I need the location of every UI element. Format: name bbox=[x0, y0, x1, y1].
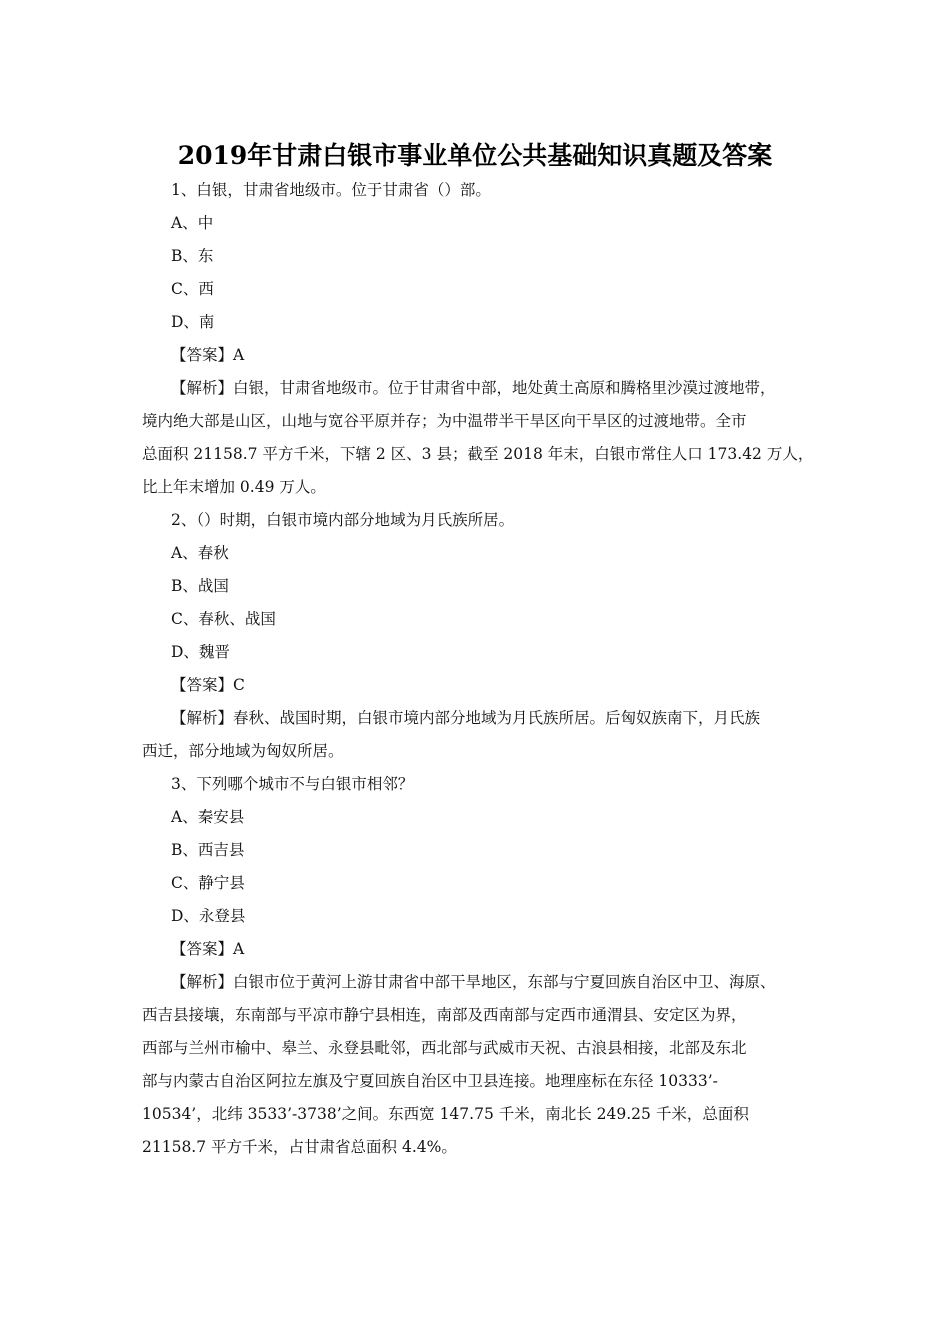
explanation-line: 西吉县接壤，东南部与平凉市静宁县相连，南部及西南部与定西市通渭县、安定区为界， bbox=[142, 1006, 747, 1024]
explanation-line bbox=[142, 372, 822, 405]
question-block-2 bbox=[142, 504, 822, 768]
answer-value: A bbox=[233, 940, 245, 958]
answer-line bbox=[142, 339, 822, 372]
explanation-line: 比上年末增加 0.49 万人。 bbox=[142, 478, 326, 496]
explanation-tag: 【解析】 bbox=[171, 379, 234, 397]
option-b: B、东 bbox=[171, 247, 214, 265]
question-block-1 bbox=[142, 174, 822, 504]
explanation-text: 白银，甘肃省地级市。位于甘肃省中部，地处黄土高原和腾格里沙漠过渡地带， bbox=[233, 379, 776, 397]
explanation-line: 10534’，北纬 3533’-3738’之间。东西宽 147.75 千米，南北长 249.25 千米，总面积 bbox=[142, 1105, 749, 1123]
explanation-line bbox=[142, 702, 822, 735]
answer-tag: 【答案】 bbox=[171, 346, 234, 364]
question-stem: 3、下列哪个城市不与白银市相邻？ bbox=[171, 775, 414, 793]
explanation-line: 境内绝大部是山区，山地与宽谷平原并存；为中温带半干旱区向干旱区的过渡地带。全市 bbox=[142, 412, 747, 430]
explanation-line: 西部与兰州市榆中、皋兰、永登县毗邻，西北部与武威市天祝、古浪县相接，北部及东北 bbox=[142, 1039, 747, 1057]
document-body bbox=[142, 174, 822, 1164]
answer-value: C bbox=[233, 676, 245, 694]
explanation-line: 总面积 21158.7 平方千米，下辖 2 区、3 县；截至 2018 年末，白银市常住人口 173.42 万人， bbox=[142, 445, 814, 463]
question-block-3 bbox=[142, 768, 822, 1164]
answer-line bbox=[142, 933, 822, 966]
question-stem: 2、（）时期，白银市境内部分地域为月氏族所居。 bbox=[171, 511, 515, 529]
option-c: C、静宁县 bbox=[171, 874, 245, 892]
answer-tag: 【答案】 bbox=[171, 940, 234, 958]
explanation-line: 部与内蒙古自治区阿拉左旗及宁夏回族自治区中卫县连接。地理座标在东径 10333’- bbox=[142, 1072, 718, 1090]
explanation-line: 西迁，部分地域为匈奴所居。 bbox=[142, 742, 344, 760]
explanation-line: 21158.7 平方千米，占甘肃省总面积 4.4%。 bbox=[142, 1138, 457, 1156]
answer-tag: 【答案】 bbox=[171, 676, 234, 694]
option-d: D、南 bbox=[171, 313, 215, 331]
answer-line bbox=[142, 669, 822, 702]
option-c: C、春秋、战国 bbox=[171, 610, 276, 628]
option-a: A、中 bbox=[171, 214, 214, 232]
question-stem: 1、白银，甘肃省地级市。位于甘肃省（）部。 bbox=[171, 181, 491, 199]
option-d: D、魏晋 bbox=[171, 643, 230, 661]
option-a: A、秦安县 bbox=[171, 808, 245, 826]
explanation-text: 白银市位于黄河上游甘肃省中部干旱地区，东部与宁夏回族自治区中卫、海原、 bbox=[233, 973, 776, 991]
explanation-line bbox=[142, 966, 822, 999]
document-title: 2019年甘肃白银市事业单位公共基础知识真题及答案 bbox=[177, 141, 773, 170]
option-b: B、战国 bbox=[171, 577, 229, 595]
option-c: C、西 bbox=[171, 280, 214, 298]
explanation-tag: 【解析】 bbox=[171, 709, 234, 727]
answer-value: A bbox=[233, 346, 245, 364]
option-d: D、永登县 bbox=[171, 907, 246, 925]
option-b: B、西吉县 bbox=[171, 841, 245, 859]
option-a: A、春秋 bbox=[171, 544, 229, 562]
explanation-tag: 【解析】 bbox=[171, 973, 234, 991]
explanation-text: 春秋、战国时期，白银市境内部分地域为月氏族所居。后匈奴族南下，月氏族 bbox=[233, 709, 761, 727]
